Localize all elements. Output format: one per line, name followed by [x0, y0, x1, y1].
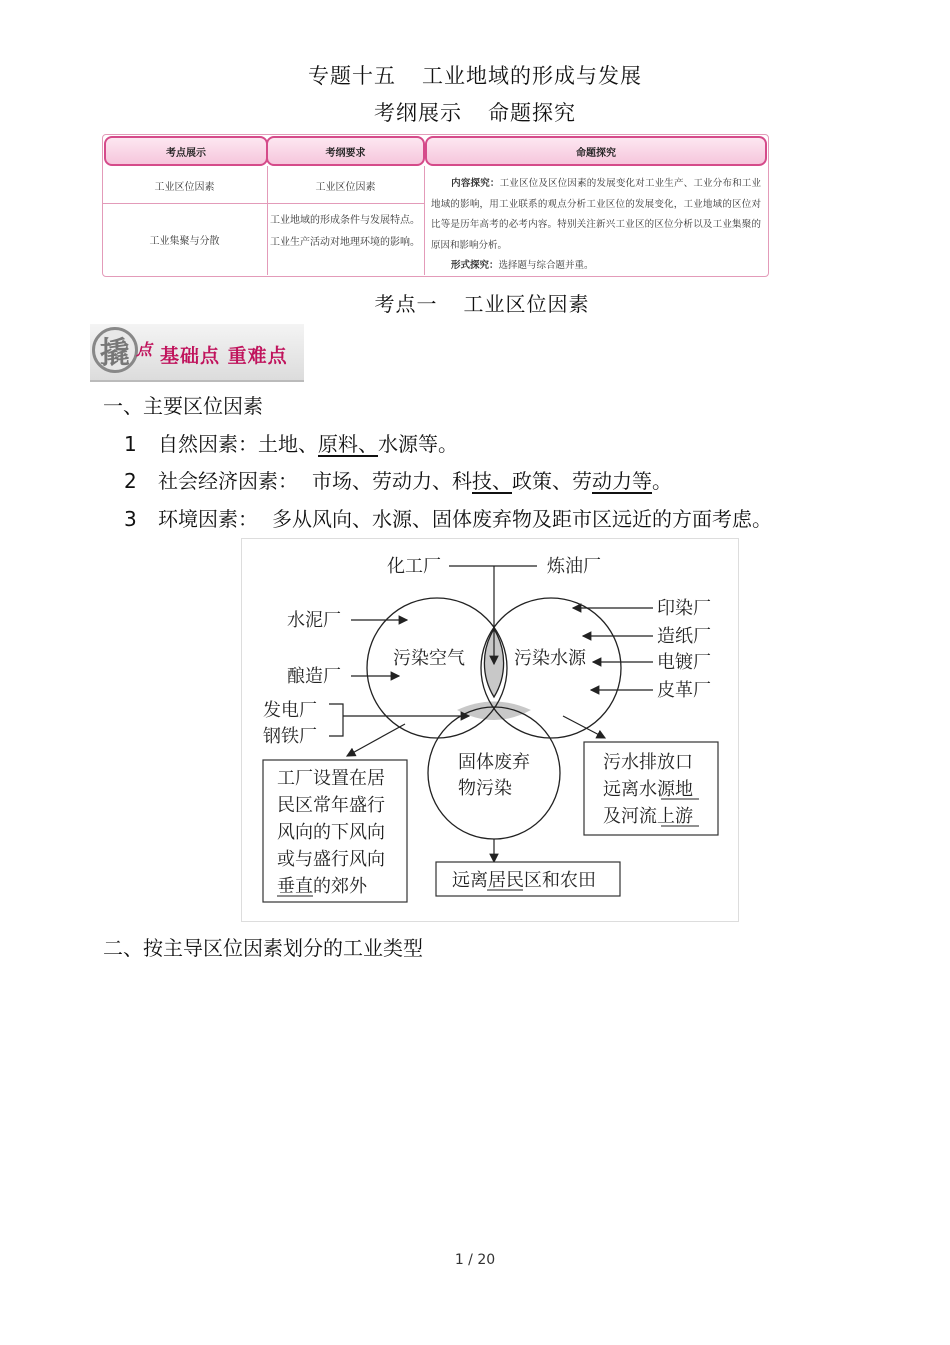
page-number: 1 / 20 [454, 1252, 496, 1268]
circle-solid-label-1: 固体废弃 [458, 752, 530, 773]
item-label: 自然因素： [158, 432, 258, 456]
list-item [124, 428, 458, 457]
kp1-label: 考点一 [374, 292, 438, 316]
subtitle-right: 命题探究 [488, 101, 576, 125]
explore-form-label: 形式探究： [451, 260, 499, 271]
solid-box-text: 远离居民区和农田 [452, 870, 596, 891]
air-box-line: 工厂设置在居 [277, 768, 385, 789]
water-box-line: 远离水源地 [603, 779, 693, 800]
item-label: 环境因素： [158, 507, 258, 531]
circle-solid-label-2: 物污染 [458, 778, 512, 799]
label-tannery: 皮革厂 [657, 680, 711, 701]
table-divider [424, 166, 425, 275]
section-heading: 一、主要区位因素 [103, 394, 263, 418]
label-refinery: 炼油厂 [547, 556, 601, 577]
circle-water-label: 污染水源 [514, 648, 586, 669]
explore-content-text: 工业区位及区位因素的发展变化对工业生产、工业分布和工业地域的影响，用工业联系的观点分析工业区位的发展变化，工业地域的区位对比等是历年高考的必考内容。特别关注新兴工业区的区位分析以及工业集聚的原因和影响分析。 [431, 178, 761, 251]
label-chemical-plant: 化工厂 [387, 556, 441, 577]
item-text: 。 [652, 469, 672, 493]
table-cell-point: 工业集聚与分散 [149, 236, 220, 247]
explore-content-label: 内容探究： [451, 178, 500, 189]
label-cement-plant: 水泥厂 [287, 610, 341, 631]
water-box-line: 污水排放口 [603, 752, 693, 773]
air-box-line: 垂直的郊外 [277, 876, 367, 897]
item-text-underlined: 原料、 [318, 432, 378, 456]
table-header-point: 考点展示 [104, 136, 268, 166]
title-topic: 专题十五 [308, 64, 396, 88]
seal-icon: 撬 [92, 327, 138, 373]
title-name: 工业地域的形成与发展 [422, 64, 642, 88]
list-item [124, 503, 772, 532]
label-paper-mill: 造纸厂 [657, 626, 711, 647]
pollution-location-diagram [241, 538, 739, 922]
section-title-kp1 [0, 288, 950, 317]
basic-points-banner [90, 324, 304, 382]
table-cell-requirement: 工业区位因素 [315, 182, 376, 193]
air-box-line: 风向的下风向 [277, 822, 385, 843]
syllabus-table [102, 134, 769, 277]
water-box-line: 及河流上游 [603, 806, 693, 827]
banner-small-char: 点 [136, 340, 153, 359]
list-number: 3 [124, 507, 137, 531]
circle-air-label: 污染空气 [393, 648, 465, 669]
item-text-underlined: 动力等 [592, 469, 652, 493]
document-title [0, 60, 950, 90]
item-text: 土地、 [258, 432, 318, 456]
label-dyeing-plant: 印染厂 [657, 598, 711, 619]
item-text: 水源等。 [378, 432, 458, 456]
document-subtitle [0, 97, 950, 127]
explore-form-text: 选择题与综合题并重。 [498, 260, 594, 271]
item-text: 市场、劳动力、科 [312, 469, 472, 493]
table-header-explore: 命题探究 [425, 136, 767, 166]
label-power-plant: 发电厂 [263, 700, 317, 721]
table-cell-explore [431, 174, 761, 277]
list-item [124, 465, 672, 494]
item-text: 政策、劳 [512, 469, 592, 493]
subtitle-left: 考纲展示 [374, 101, 462, 125]
item-text: 多从风向、水源、固体废弃物及距市区远近的方面考虑。 [272, 507, 772, 531]
label-electroplating-plant: 电镀厂 [657, 652, 711, 673]
table-cell-point: 工业区位因素 [154, 182, 215, 193]
section-heading: 二、按主导区位因素划分的工业类型 [103, 936, 423, 960]
kp1-name: 工业区位因素 [463, 292, 590, 316]
table-cell-requirement: 工业地域的形成条件与发展特点。工业生产活动对地理环境的影响。 [270, 215, 420, 248]
label-steel-plant: 钢铁厂 [263, 726, 317, 747]
banner-text: 基础点 重难点 [160, 345, 288, 367]
air-box-line: 或与盛行风向 [277, 849, 385, 870]
item-text-underlined: 技、 [472, 469, 512, 493]
item-label: 社会经济因素： [158, 469, 298, 493]
air-box-line: 民区常年盛行 [277, 795, 385, 816]
list-number: 1 [124, 432, 137, 456]
list-number: 2 [124, 469, 137, 493]
label-brewery: 酿造厂 [287, 666, 341, 687]
table-header-requirement: 考纲要求 [266, 136, 425, 166]
